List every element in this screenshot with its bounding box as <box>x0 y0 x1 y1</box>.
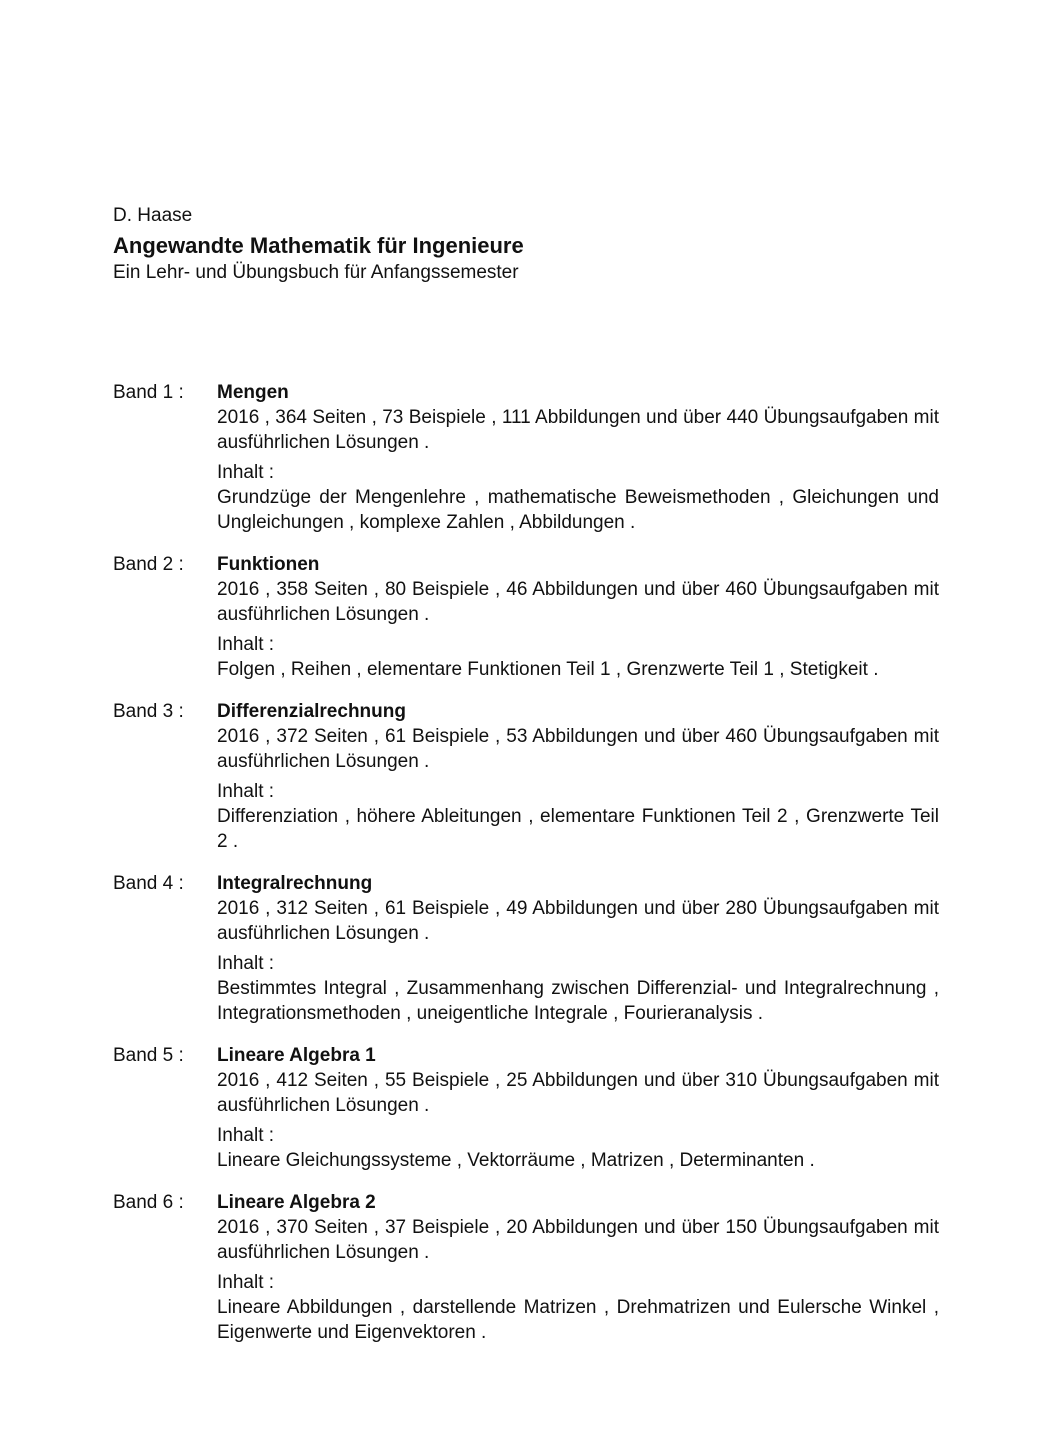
volume-contents: Differenziation , höhere Ableitungen , elementare Funktionen Teil 2 , Grenzwerte Teil 2 . <box>217 806 939 852</box>
volume-contents: Lineare Gleichungssysteme , Vektorräume , Matrizen , Determinanten . <box>217 1150 815 1171</box>
volume-label: Band 5 : <box>113 1045 184 1066</box>
volume-label: Band 2 : <box>113 554 184 575</box>
book-title: Angewandte Mathematik für Ingenieure <box>113 233 524 258</box>
volume-body <box>217 871 939 1026</box>
author: D. Haase <box>113 205 193 226</box>
volume-contents-label: Inhalt : <box>217 1272 275 1293</box>
volume-details: 2016 , 372 Seiten , 61 Beispiele , 53 Abbildungen und über 460 Übungsaufgaben mit ausführlichen Lösungen . <box>217 726 939 772</box>
volume-label: Band 3 : <box>113 701 184 722</box>
volume-list <box>113 380 943 1345</box>
volume-contents: Lineare Abbildungen , darstellende Matrizen , Drehmatrizen und Eulersche Winkel , Eigenwerte und Eigenvektoren . <box>217 1297 939 1343</box>
volume-title: Integralrechnung <box>217 873 373 894</box>
volume-title: Lineare Algebra 1 <box>217 1045 376 1066</box>
volume-contents-label: Inhalt : <box>217 953 275 974</box>
book-subtitle: Ein Lehr- und Übungsbuch für Anfangssemester <box>113 262 519 283</box>
volume-title: Mengen <box>217 382 289 403</box>
document-page <box>113 204 943 1362</box>
volume-entry-4 <box>113 871 943 1026</box>
volume-body <box>217 552 939 682</box>
volume-details: 2016 , 412 Seiten , 55 Beispiele , 25 Abbildungen und über 310 Übungsaufgaben mit ausführlichen Lösungen . <box>217 1070 939 1116</box>
volume-details: 2016 , 370 Seiten , 37 Beispiele , 20 Abbildungen und über 150 Übungsaufgaben mit ausführlichen Lösungen . <box>217 1217 939 1263</box>
volume-contents-label: Inhalt : <box>217 462 275 483</box>
volume-entry-2 <box>113 552 943 682</box>
volume-details: 2016 , 358 Seiten , 80 Beispiele , 46 Abbildungen und über 460 Übungsaufgaben mit ausführlichen Lösungen . <box>217 579 939 625</box>
volume-body <box>217 380 939 535</box>
volume-title: Lineare Algebra 2 <box>217 1192 376 1213</box>
volume-details: 2016 , 364 Seiten , 73 Beispiele , 111 Abbildungen und über 440 Übungsaufgaben mit ausführlichen Lösungen . <box>217 407 939 453</box>
volume-title: Funktionen <box>217 554 320 575</box>
volume-entry-5 <box>113 1043 943 1173</box>
volume-entry-1 <box>113 380 943 535</box>
volume-contents-label: Inhalt : <box>217 634 275 655</box>
volume-entry-3 <box>113 699 943 854</box>
volume-contents: Folgen , Reihen , elementare Funktionen Teil 1 , Grenzwerte Teil 1 , Stetigkeit . <box>217 659 879 680</box>
volume-contents: Bestimmtes Integral , Zusammenhang zwischen Differenzial- und Integralrechnung , Integrationsmethoden , uneigentliche Integrale , Fourieranalysis . <box>217 978 939 1024</box>
volume-contents-label: Inhalt : <box>217 1125 275 1146</box>
volume-body <box>217 1043 939 1173</box>
volume-label: Band 6 : <box>113 1192 184 1213</box>
volume-title: Differenzialrechnung <box>217 701 406 722</box>
volume-body <box>217 1190 939 1345</box>
volume-contents-label: Inhalt : <box>217 781 275 802</box>
volume-body <box>217 699 939 854</box>
volume-contents: Grundzüge der Mengenlehre , mathematische Beweismethoden , Gleichungen und Ungleichungen , komplexe Zahlen , Abbildungen . <box>217 487 939 533</box>
volume-label: Band 1 : <box>113 382 184 403</box>
volume-details: 2016 , 312 Seiten , 61 Beispiele , 49 Abbildungen und über 280 Übungsaufgaben mit ausführlichen Lösungen . <box>217 898 939 944</box>
volume-label: Band 4 : <box>113 873 184 894</box>
volume-entry-6 <box>113 1190 943 1345</box>
